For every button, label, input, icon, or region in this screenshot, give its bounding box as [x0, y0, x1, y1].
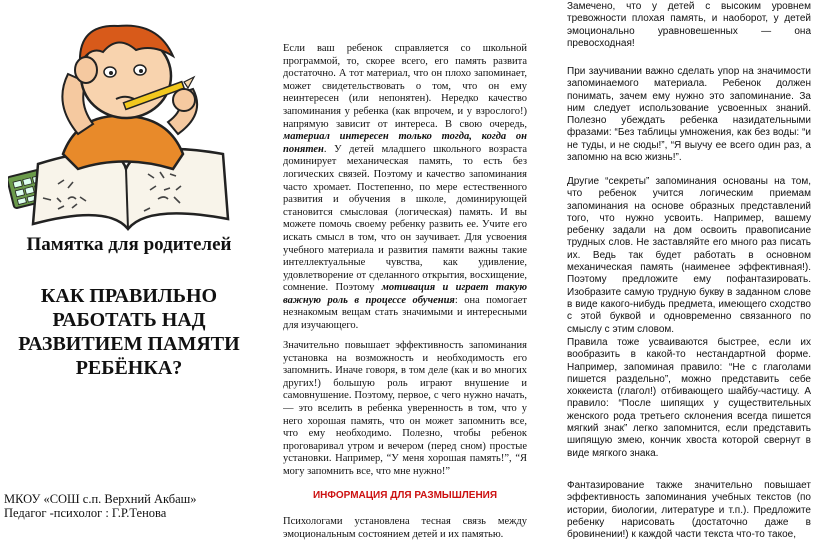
paragraph-significance: При заучивании важно сделать упор на значимости запоминаемого материала. Ребенок должен понимать, зачем ему нужно это запоминание. За ним следует использование усвоенных знаний. Полезно убеждать ребенка назидательными фразами: “Без таблицы умножения, как без воды: “и не туды, и не сюды!”, “Я выучу ее всего один раз, а запомню на всю жизнь!”.	[567, 66, 811, 164]
leaflet-subtitle: Памятка для родителей	[26, 234, 232, 255]
school-name: МКОУ «СОШ с.п. Верхний Акбаш»	[4, 492, 197, 506]
right-text-column	[567, 0, 811, 540]
emphasis-text: материал интересен только тогда, когда он понятен	[283, 131, 527, 155]
info-heading: ИНФОРМАЦИЯ ДЛЯ РАЗМЫШЛЕНИЯ	[312, 490, 498, 501]
leaflet-main-title: КАК ПРАВИЛЬНО РАБОТАТЬ НАД РАЗВИТИЕМ ПАМЯТИ РЕБЁНКА?	[18, 285, 240, 379]
paragraph-suggestion: Значительно повышает эффективность запоминания установка на возможность и необходимость его запомнить. Иначе говоря, в том деле (как и во многих других!) большую роль играют внушение и самовнушение. Поэтому, первое, с чего нужно начать, — это вселить в ребенка уверенность в том, что у него хорошая память, что он может запомнить все, что ему необходимо. Полезно, чтобы ребенок проговаривал утром и вечером (перед сном) простые установки. Например, “У меня хорошая память!”, “Я могу запомнить все, что мне нужно!”	[283, 340, 527, 477]
paragraph-interest	[283, 43, 527, 333]
middle-text-column	[283, 0, 527, 540]
paragraph-emotions: Психологами установлена тесная связь между эмоциональным состоянием детей и их памятью.	[283, 516, 527, 540]
paragraph-text: : она помогает незнакомым вещам стать значимыми и интересными для изучающего.	[283, 294, 527, 332]
paragraph-text: Если ваш ребенок справляется со школьной программой, то, скорее всего, его память развита достаточно. А тот материал, что он плохо запоминает, может свидетельствовать о том, что он ему неинтересен (или непонятен). Нередко качество запоминания у ребенка (как впрочем, и у взрослого!) напрямую зависит от интереса. В свою очередь,	[283, 43, 527, 130]
paragraph-text: . У детей младшего школьного возраста доминирует механическая память, то есть без логических связей. Поэтому и качество запоминания часто хромает. Постепенно, по мере естественного развития и обучения в школе, доминирующей становится смысловая (логическая) память. И вы можете помочь своему ребенку развить ее. Учите его искать смысл в том, что он заучивает. Для усвоения учебного материала и развития памяти важны такие интеллектуальные чувства, как удивление, удовлетворение от сделанного открытия, восхищение, сомнение. Поэтому	[283, 143, 527, 294]
psychologist-credit: Педагог -психолог : Г.Р.Тенова	[4, 506, 167, 520]
cover-column	[0, 0, 258, 540]
paragraph-rules: Правила тоже усваиваются быстрее, если их вообразить в какой-то нестандартной форме. Например, запоминая правило: “Не с глаголами пишется раздельно”, можно представить себе хоккеиста (глагол!) отбивающего шайбу-частицу. А правило: “После шипящих у существительных женского рода третьего склонения всегда пишется мягкий знак” легко запомнится, если представить шипящую змею, кончик хвоста которой свернут в виде мягкого знака.	[567, 337, 811, 459]
paragraph-secrets: Другие “секреты” запоминания основаны на том, что ребенок учится логическим приемам запоминания на основе образных представлений того, что нужно усвоить. Например, вашему ребенку задали на дом освоить правописание трудных слов. Не заставляйте его много раз писать их. Ведь так будет работать в основном механическая память (наименее эффективная!). Поэтому предложите ему пофантазировать. Изобразите самую трудную букву в заданном слове в виде какого-нибудь предмета, имеющего сходство с этой буквой и одновременно связанного по смыслу с этим словом.	[567, 176, 811, 335]
emphasis-text: мотивация и играет такую важную роль в процессе обучения	[283, 282, 527, 306]
paragraph-anxiety: Замечено, что у детей с высоким уровнем тревожности плохая память, и наоборот, у детей эмоционально уравновешенных — она превосходная!	[567, 1, 811, 49]
paragraph-fantasy: Фантазирование также значительно повышает эффективность запоминания учебных текстов (по истории, биологии, литературе и т.п.). Предложите ребенку нарисовать (достаточно даже в бровинении!) к каждой части текста что-то такое,	[567, 480, 811, 540]
child-reading-book-illustration	[8, 4, 238, 234]
